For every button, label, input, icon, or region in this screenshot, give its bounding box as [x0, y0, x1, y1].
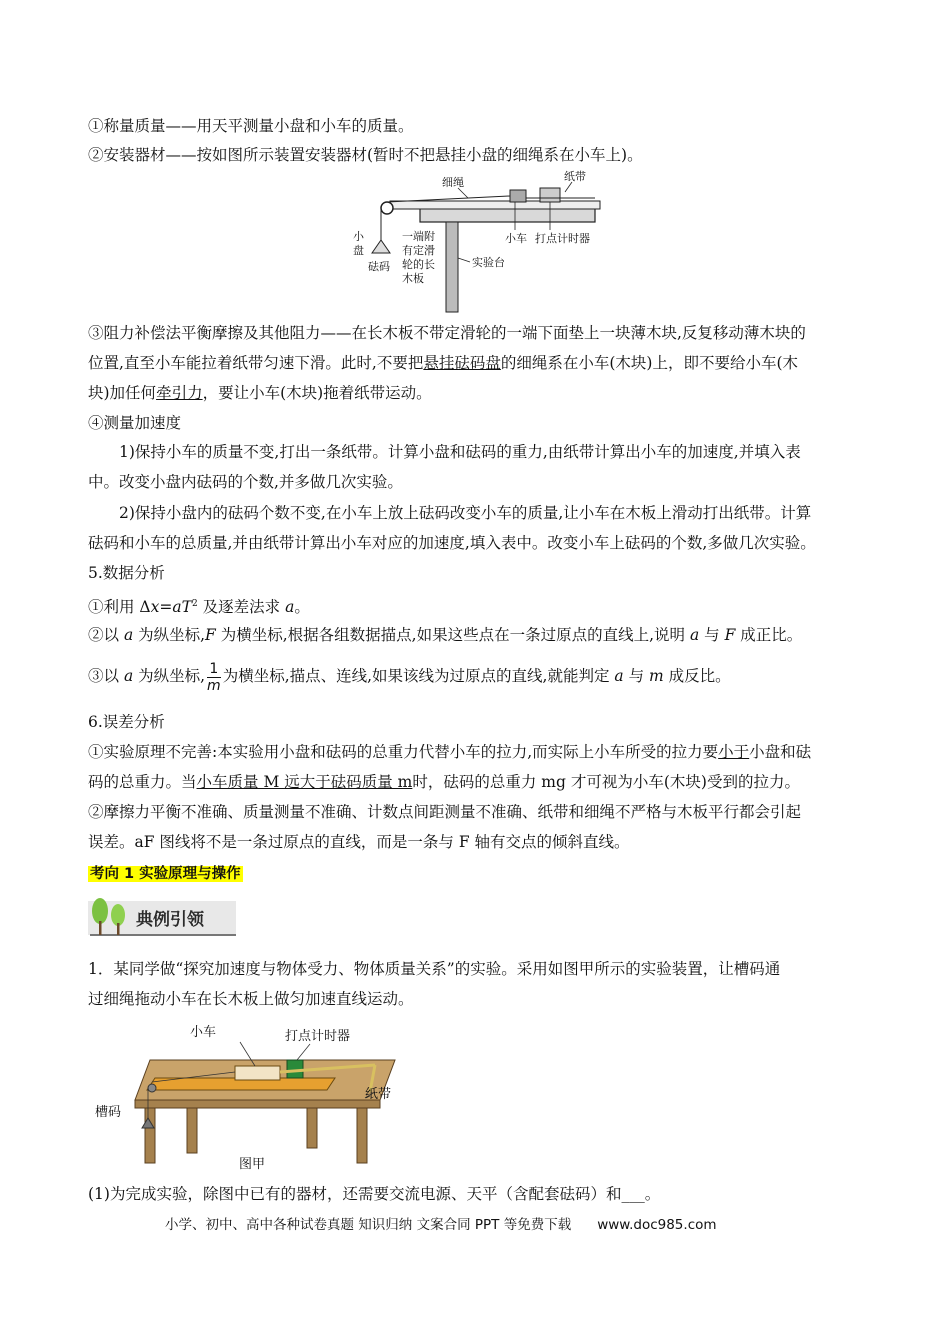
step3-line-1: ③阻力补偿法平衡摩擦及其他阻力——在长木板不带定滑轮的一端下面垫上一块薄木块,反复移动薄木块的 [88, 324, 806, 342]
one-over-m-fraction: $\frac{1}{m}$ [207, 660, 221, 694]
question-1-line-2: 过细绳拖动小车在长木板上做匀加速直线运动。 [88, 990, 414, 1008]
fig2-leg-2 [187, 1108, 197, 1153]
apparatus-figure-1 [350, 168, 610, 318]
sec6-line-1: ①实验原理不完善:本实验用小盘和砝码的总重力代替小车的拉力,而实际上小车所受的拉力要小于小盘和砝 [88, 743, 812, 761]
footer-text: 小学、初中、高中各种试卷真题 知识归纳 文案合同 PPT 等免费下载 [165, 1217, 572, 1233]
fig2-leg-4 [307, 1108, 317, 1148]
sec5-title: 5.数据分析 [88, 564, 165, 582]
sec5-item-1: ①利用 $\Delta x=aT^2$ 及逐差法求 a。 [88, 598, 310, 617]
question-1-line-1: 1．某同学做“探究加速度与物体受力、物体质量关系”的实验。采用如图甲所示的实验装置，让槽码通 [88, 960, 781, 978]
fig2-cart [235, 1066, 280, 1080]
page-footer [165, 1213, 717, 1233]
step4-p2-line-2: 砝码和小车的总质量,并由纸带计算出小车对应的加速度,填入表中。改变小车上砝码的个数,多做几次实验。 [88, 534, 816, 552]
step2-text: ②安装器材——按如图所示装置安装器材(暂时不把悬挂小盘的细绳系在小车上)。 [88, 146, 643, 164]
sec5-item-3: ③以 a 为纵坐标, $\frac{1}{m}$ 为横坐标,描点、连线,如果该线为过原点的直线,就能判定 a 与 m 成反比。 [88, 660, 731, 694]
sec6-title: 6.误差分析 [88, 713, 165, 731]
step3-line-3: 块)加任何牵引力，要让小车(木块)拖着纸带运动。 [88, 384, 432, 402]
fig2-pulley [148, 1084, 156, 1092]
fig1-board-label-4: 木板 [402, 272, 424, 285]
fig1-board-label-1: 一端附 [402, 230, 435, 243]
step4-p1-line-1: 1)保持小车的质量不变,打出一条纸带。计算小盘和砝码的重力,由纸带计算出小车的加速度,并填入表 [119, 443, 801, 461]
fig1-weight-label: 砝码 [368, 260, 390, 273]
step1-text: ①称量质量——用天平测量小盘和小车的质量。 [88, 117, 414, 135]
fig2-leg-3 [357, 1108, 367, 1163]
fig1-timer-label: 打点计时器 [535, 232, 590, 245]
fig2-leg-1 [145, 1108, 155, 1163]
fig2-timer-label: 打点计时器 [285, 1029, 351, 1044]
fig1-board-label-3: 轮的长 [402, 258, 435, 271]
step4-p2-line-1: 2)保持小盘内的砝码个数不变,在小车上放上砝码改变小车的质量,让小车在木板上滑动打出纸带。计算 [119, 504, 812, 522]
sec5-item-2: ②以 a 为纵坐标,F 为横坐标,根据各组数据描点,如果这些点在一条过原点的直线上,说明 a 与 F 成正比。 [88, 626, 803, 644]
fig1-board [420, 208, 595, 222]
fig1-cart [510, 190, 526, 202]
fig2-weight-label: 槽码 [95, 1105, 122, 1120]
question-1-sub-1: (1)为完成实验，除图中已有的器材，还需要交流电源、天平（含配套砝码）和___。 [88, 1185, 661, 1203]
fig1-tray-label-1: 小 [353, 230, 364, 243]
sec6-line-3: ②摩擦力平衡不准确、质量测量不准确、计数点间距测量不准确、纸带和细绳不严格与木板平行都会引起 [88, 803, 802, 821]
fig1-stand-label: 实验台 [472, 256, 505, 269]
apparatus-figure-2 [95, 1020, 425, 1175]
banner-label: 典例引领 [136, 910, 204, 930]
fig1-table-leg [446, 222, 458, 312]
fig1-tray-label-2: 盘 [353, 244, 364, 257]
fig1-rope-label: 细绳 [442, 176, 464, 189]
fig1-pulley [381, 202, 393, 214]
footer-url[interactable]: www.doc985.com [597, 1217, 717, 1233]
step4-p1-line-2: 中。改变小盘内砝码的个数,并多做几次实验。 [88, 473, 403, 491]
fig2-tape-label: 纸带 [365, 1087, 392, 1102]
sec6-line-4: 误差。aF 图线将不是一条过原点的直线，而是一条与 F 轴有交点的倾斜直线。 [88, 833, 630, 851]
fig1-board-label-2: 有定滑 [402, 244, 435, 257]
fig1-tray [372, 240, 390, 253]
fig2-cart-label: 小车 [190, 1025, 217, 1040]
sec6-line-2: 码的总重力。当小车质量 M 远大于砝码质量 m时，砝码的总重力 mg 才可视为小车(木块)受到的拉力。 [88, 773, 800, 791]
kaoxiang-heading: 考向 1 实验原理与操作 [90, 866, 241, 882]
step3-line-2: 位置,直至小车能拉着纸带匀速下滑。此时,不要把悬挂砝码盘的细绳系在小车(木块)上，即不要给小车(木 [88, 354, 799, 372]
step4-title: ④测量加速度 [88, 414, 182, 432]
fig1-top-plate [390, 201, 600, 209]
fig2-caption: 图甲 [239, 1157, 266, 1172]
fig1-timer [540, 188, 560, 202]
fig1-tape-label: 纸带 [564, 170, 586, 183]
fig1-cart-label: 小车 [505, 232, 527, 245]
example-banner [88, 895, 238, 937]
